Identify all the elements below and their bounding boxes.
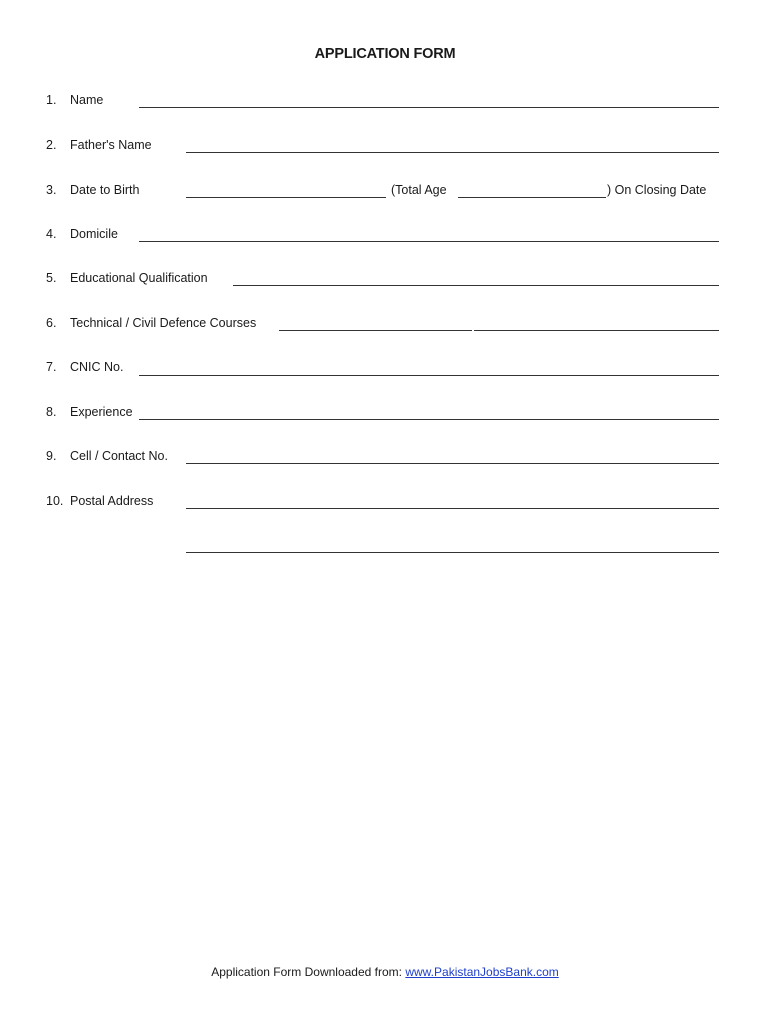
field-label-cnic: CNIC No. xyxy=(70,360,124,374)
field-label-name: Name xyxy=(70,93,104,107)
total-age-label: (Total Age xyxy=(391,183,447,197)
name-line[interactable] xyxy=(139,107,719,108)
field-number: 3. xyxy=(46,183,57,197)
field-label-father-name: Father's Name xyxy=(70,138,152,152)
postal-address-line-1[interactable] xyxy=(186,508,719,509)
closing-date-label: ) On Closing Date xyxy=(607,183,707,197)
field-row-postal-address xyxy=(0,494,770,514)
field-number: 7. xyxy=(46,360,57,374)
field-label-domicile: Domicile xyxy=(70,227,118,241)
total-age-line[interactable] xyxy=(458,197,606,198)
field-row-contact xyxy=(0,449,770,469)
field-number: 9. xyxy=(46,449,57,463)
field-label-contact: Cell / Contact No. xyxy=(70,449,168,463)
postal-address-line-2[interactable] xyxy=(186,552,719,553)
field-number: 6. xyxy=(46,316,57,330)
field-label-postal-address: Postal Address xyxy=(70,494,154,508)
field-label-experience: Experience xyxy=(70,405,133,419)
field-row-father-name xyxy=(0,138,770,158)
field-number: 2. xyxy=(46,138,57,152)
courses-line-1[interactable] xyxy=(279,330,472,331)
field-number: 1. xyxy=(46,93,57,107)
field-row-date-of-birth xyxy=(0,183,770,203)
footer-text: Application Form Downloaded from: xyxy=(211,965,402,979)
field-number: 10. xyxy=(46,494,64,508)
domicile-line[interactable] xyxy=(139,241,719,242)
field-row-name xyxy=(0,93,770,113)
field-row-education xyxy=(0,271,770,291)
field-number: 8. xyxy=(46,405,57,419)
field-number: 5. xyxy=(46,271,57,285)
field-row-domicile xyxy=(0,227,770,247)
courses-line-2[interactable] xyxy=(474,330,719,331)
experience-line[interactable] xyxy=(139,419,719,420)
footer-link[interactable]: www.PakistanJobsBank.com xyxy=(405,965,559,979)
footer xyxy=(0,965,770,979)
date-of-birth-line[interactable] xyxy=(186,197,386,198)
field-label-date-of-birth: Date to Birth xyxy=(70,183,140,197)
father-name-line[interactable] xyxy=(186,152,719,153)
form-title: APPLICATION FORM xyxy=(314,46,456,62)
education-line[interactable] xyxy=(233,285,719,286)
field-label-education: Educational Qualification xyxy=(70,271,208,285)
field-row-cnic xyxy=(0,360,770,380)
contact-line[interactable] xyxy=(186,463,719,464)
field-row-experience xyxy=(0,405,770,425)
field-row-courses xyxy=(0,316,770,336)
field-number: 4. xyxy=(46,227,57,241)
field-label-courses: Technical / Civil Defence Courses xyxy=(70,316,257,330)
cnic-line[interactable] xyxy=(139,375,719,376)
